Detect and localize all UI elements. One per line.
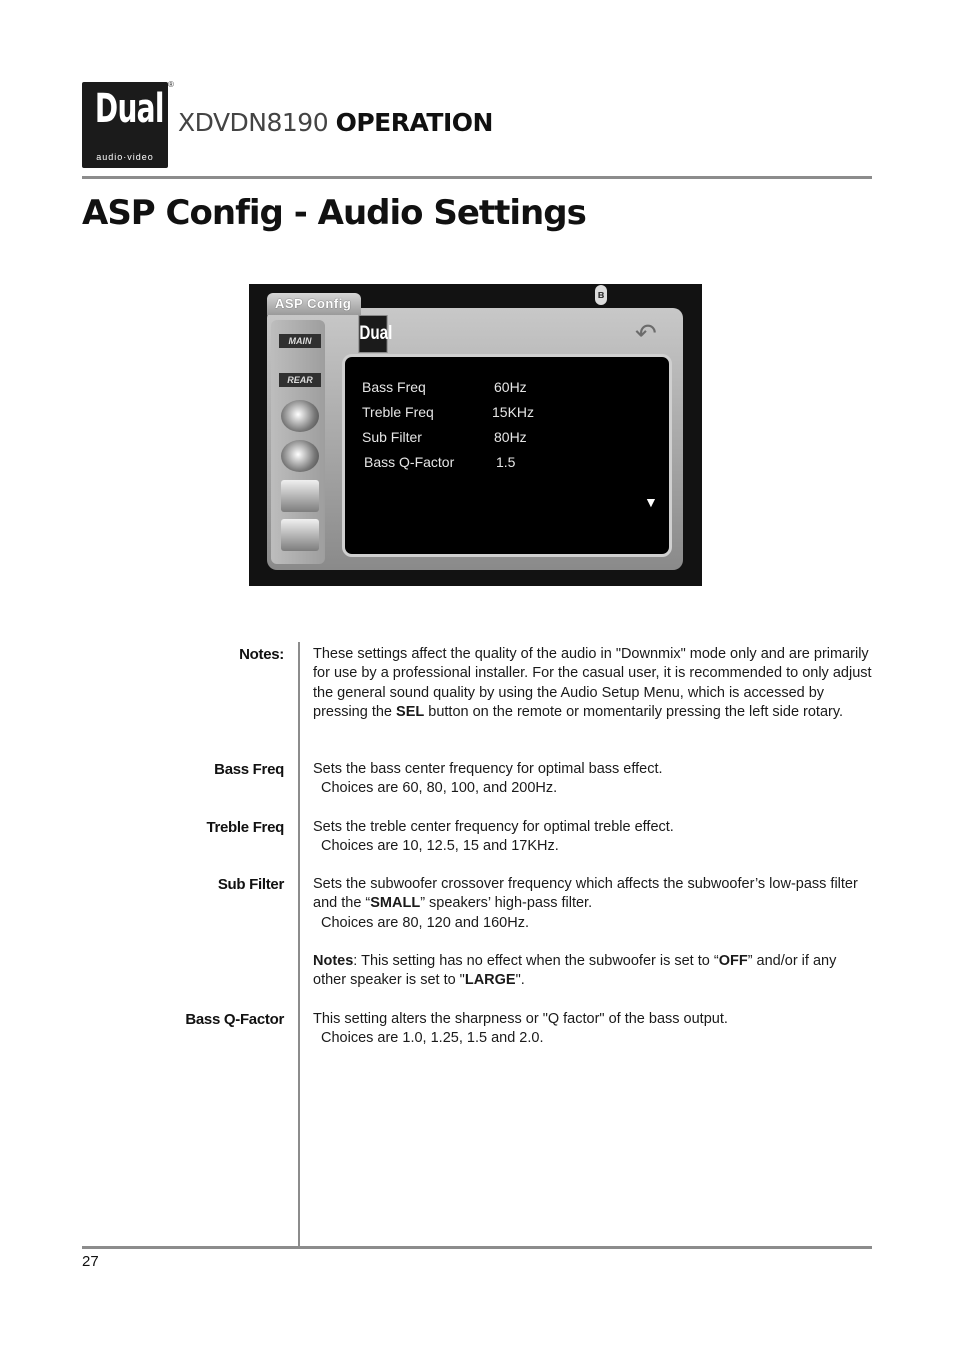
scroll-down-icon: ▼ xyxy=(644,494,658,510)
waveform-icon xyxy=(281,519,319,551)
setting-value: 60Hz xyxy=(494,379,527,395)
notes-text-1: These settings affect the quality of the audio in "Downmix" mode only and are primarily for use by a professional installer. For the casual user, it is recommended to only adjust the general sound quality by using the Audio Setup Menu, which is accessed by pressing the xyxy=(313,646,872,720)
logo-subtitle: audio·video xyxy=(96,152,154,162)
dual-logo xyxy=(82,82,168,168)
sub-filter-note-3: ". xyxy=(515,972,525,989)
treble-freq-choices: Choices are 10, 12.5, 15 and 17KHz. xyxy=(321,838,559,855)
disc-icon xyxy=(281,400,319,432)
sub-filter-desc-1: Sets the subwoofer crossover frequency which affects the subwoofer’s low-pass filter and the “ xyxy=(313,876,858,912)
bass-q-desc: This setting alters the sharpness or "Q factor" of the bass output. xyxy=(313,1011,728,1027)
sel-button-name: SEL xyxy=(396,703,425,720)
page-number: 27 xyxy=(82,1253,99,1270)
operation-label: OPERATION xyxy=(335,108,493,137)
back-arrow-icon: ↶ xyxy=(635,318,657,348)
sub-filter-desc-2: ” speakers’ high-pass filter. xyxy=(420,895,593,912)
main-button: MAIN xyxy=(279,334,321,348)
sub-filter-label: Sub Filter xyxy=(217,876,284,893)
setting-value: 15KHz xyxy=(492,404,535,420)
header-rule xyxy=(82,176,872,179)
registered-mark: ® xyxy=(168,80,174,89)
notes-label: Notes: xyxy=(239,646,284,663)
bluetooth-icon: ʙ xyxy=(595,285,607,305)
bass-freq-label: Bass Freq xyxy=(214,761,284,778)
off-term: OFF xyxy=(718,953,748,969)
treble-freq-text xyxy=(313,818,873,857)
setting-label: Bass Freq xyxy=(362,379,426,395)
treble-freq-label: Treble Freq xyxy=(206,819,284,836)
footer-rule xyxy=(82,1246,872,1249)
speaker-icon xyxy=(281,440,319,472)
notes-text-2: button on the remote or momentarily pressing the left side rotary. xyxy=(424,703,844,720)
bass-freq-choices: Choices are 60, 80, 100, and 200Hz. xyxy=(321,780,558,797)
sub-filter-note-label: Notes xyxy=(313,953,354,969)
notes-text xyxy=(313,645,873,722)
sub-filter-text xyxy=(313,875,873,933)
sub-filter-note xyxy=(313,952,873,991)
bass-q-text xyxy=(313,1010,873,1049)
setting-label: Sub Filter xyxy=(362,429,422,445)
sub-filter-note-2: ” and/or if any other speaker is set to " xyxy=(313,953,837,989)
model-number: XDVDN8190 xyxy=(178,108,329,137)
bass-freq-text xyxy=(313,760,873,799)
screen-brand-logo: Dual xyxy=(359,315,388,353)
rear-button: REAR xyxy=(279,373,321,387)
asp-config-screenshot xyxy=(249,284,702,586)
column-divider xyxy=(298,642,300,1248)
setting-label: Treble Freq xyxy=(362,404,434,420)
page-title: ASP Config - Audio Settings xyxy=(82,193,586,233)
setting-value: 1.5 xyxy=(496,454,516,470)
tab-asp-config: ASP Config xyxy=(267,293,361,315)
tools-icon xyxy=(281,480,319,512)
bass-q-label: Bass Q-Factor xyxy=(185,1011,284,1028)
bass-q-choices: Choices are 1.0, 1.25, 1.5 and 2.0. xyxy=(321,1030,544,1047)
header-title xyxy=(178,108,493,138)
large-term: LARGE xyxy=(464,972,516,989)
sub-filter-choices: Choices are 80, 120 and 160Hz. xyxy=(321,914,529,931)
treble-freq-desc: Sets the treble center frequency for optimal treble effect. xyxy=(313,819,674,835)
sub-filter-note-1: : This setting has no effect when the subwoofer is set to “ xyxy=(353,953,719,969)
setting-value: 80Hz xyxy=(494,429,527,445)
small-speaker-term: SMALL xyxy=(370,895,421,912)
setting-label: Bass Q-Factor xyxy=(364,454,455,470)
logo-word: Dual xyxy=(94,86,164,132)
bass-freq-desc: Sets the bass center frequency for optimal bass effect. xyxy=(313,761,663,777)
